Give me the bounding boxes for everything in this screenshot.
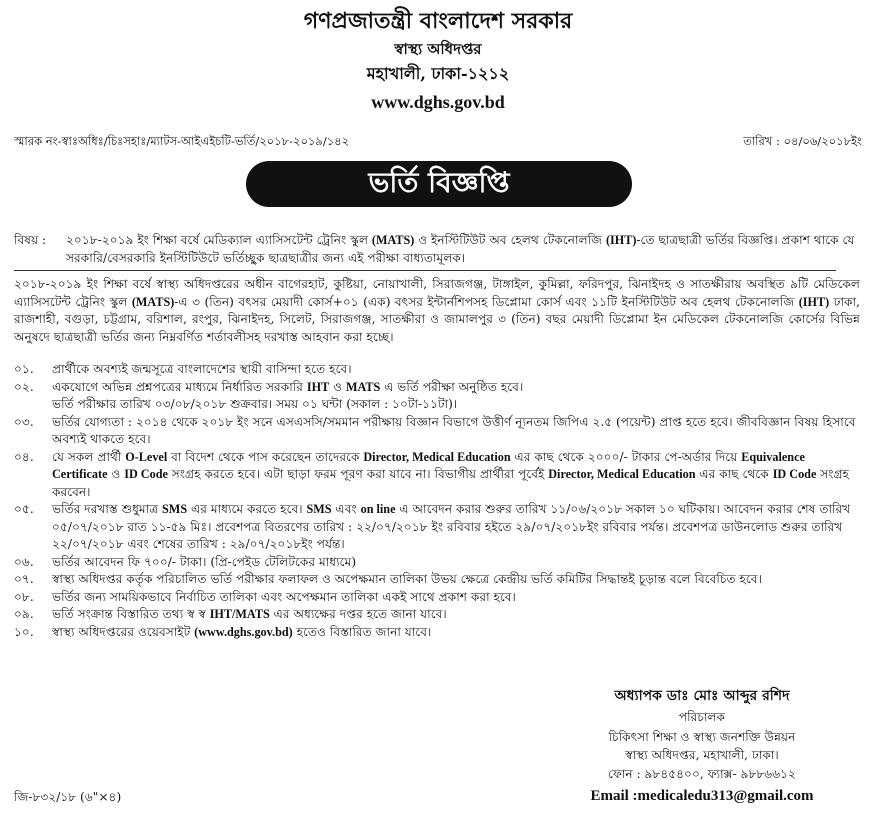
item-number: ১০. — [14, 624, 34, 639]
intro-text: ২০১৮-২০১৯ ইং শিক্ষা বর্ষে স্বাস্থ্য অধিদপ্তরের অধীন বাগেরহাট, কুষ্টিয়া, নোয়াখালী, সিরাজগঞ্জ, টাঙ্গাইল, কুমিল্লা, ফরিদপুর, ঝিনাইদহ ও সাতক্ষীরায় অবস্থিত ৯টি মেডিকেল এ্যাসিসটেন্ট ট্রেনিং স্কুল — [14, 277, 860, 309]
intro-text: -এ ৩ (তিন) বৎসর মেয়াদী কোর্স+০১ (এক) বৎসর ইন্টার্নশিপসহ ডিপ্লোমা কোর্স এবং ১১টি ইনস্টিটিউট অব হেলথ টেকনোলজি — [174, 294, 799, 309]
item-text: প্রার্থীকে অবশ্যই জন্মসূত্রে বাংলাদেশের স্থায়ী বাসিন্দা হতে হবে। — [52, 362, 352, 376]
subject-text-part: ২০১৮-২০১৯ ইং শিক্ষা বর্ষে মেডিক্যাল এ্যাসিসটেন্ট ট্রেনিং স্কুল — [66, 233, 372, 247]
item-text: ভর্তির জন্য সাময়িকভাবে নির্বাচিত তালিকা এবং অপেক্ষমান তালিকা একই সাথে প্রকাশ করা হবে। — [52, 589, 516, 604]
item-number: ০৯. — [14, 607, 34, 621]
government-name: গণপ্রজাতন্ত্রী বাংলাদেশ সরকার — [303, 8, 573, 34]
item-number: ০২. — [14, 379, 34, 394]
item-text: ভর্তির যোগ্যতা : ২০১৪ থেকে ২০১৮ ইং সনে এসএসসি/সমমান পরীক্ষায় বিজ্ঞান বিভাগে উত্তীর্ণ ন্যূনতম জিপিএ ২.৫ (পয়েন্ট) প্রাপ্ত হতে হবে। জীববিজ্ঞান বিষয় হিসাবে অবশ্যই থাকতে হবে। — [52, 414, 856, 446]
signatory-office: চিকিৎসা শিক্ষা ও স্বাস্থ্য জনশক্তি উন্নয়ন — [608, 730, 796, 744]
item-text: ভর্তি সংক্রান্ত বিস্তারিত তথ্য স্ব স্ব IHT/MATS এর অধ্যক্ষের দপ্তর হতে জানা যাবে। — [52, 607, 447, 621]
item-text: ভর্তির দরখাস্ত শুধুমাত্র SMS এর মাধ্যমে করতে হবে। SMS এবং on line এ আবেদন করার শুরুর তারিখ ১১/০৬/২০১৮ সকাল ১০ ঘটিকায়। আবেদন করার শেষ তারিখ ০৫/০৭/২০১৮ রাত ১১-৫৯ মিঃ। প্রবেশপত্র বিতরণের তারিখ : ২২/০৭/২০১৮ ইং রবিবার হইতে ২৯/০৭/২০১৮ইং রবিবার পর্যন্ত। প্রবেশপত্র ডাউনলোড শুরুর তারিখ ২২/০৭/২০১৮ এবং শেষের তারিখ : ২৯/০৭/২০১৮ইং পর্যন্ত। — [52, 502, 851, 551]
intro-iht: (IHT) — [798, 294, 830, 309]
intro-mats: (MATS) — [131, 294, 175, 309]
item-number: ০৭. — [14, 572, 34, 586]
list-item — [14, 449, 860, 502]
divider — [14, 270, 836, 271]
intro-text: ঢাকা, রাজশাহী, বগুড়া, চট্টগ্রাম, বরিশাল, রংপুর, ঝিনাইদহ, সিলেট, সিরাজগঞ্জ, সাতক্ষীরা ও জামালপুর ৩ (তিন) বছর মেয়াদী ডিপ্লোমা ইন মেডিকেল টেকনোলজি কোর্সের বিভিন্ন অনুষদে ছাত্রছাত্রী ভর্তির জন্য নিম্নবর্ণিত শর্তাবলীসহ দরখাস্ত আহবান করা হচ্ছে। — [14, 294, 860, 344]
subject-block — [14, 232, 860, 267]
subject-label: বিষয় : — [14, 233, 47, 247]
signatory-phone: ফোন : ৯৮৪৫৪০০, ফ্যাক্স- ৯৮৮৬৬১২ — [608, 767, 796, 781]
admission-notice-banner — [246, 161, 632, 207]
banner-title: ভর্তি বিজ্ঞপ্তি — [368, 165, 510, 199]
list-item — [14, 589, 860, 607]
signatory-address: স্বাস্থ্য অধিদপ্তর, মহাখালী, ঢাকা। — [625, 748, 779, 762]
item-number: ০৬. — [14, 554, 34, 569]
list-item — [14, 624, 860, 642]
subject-iht: (IHT) — [605, 233, 637, 247]
item-text: স্বাস্থ্য অধিদপ্তরের ওয়েবসাইট (www.dghs.gov.bd) হতেও বিস্তারিত জানা যাবে। — [52, 624, 432, 639]
ad-code: জি-৮৩২/১৮ (৬"×৪) — [14, 790, 122, 804]
list-item — [14, 606, 860, 624]
list-item — [14, 379, 860, 414]
item-number: ০৫. — [14, 502, 34, 516]
item-number: ০৩. — [14, 414, 34, 429]
signatory-email[interactable]: Email :medicaledu313@gmail.com — [590, 788, 814, 804]
item-number: ০১. — [14, 362, 34, 376]
subject-text-part: -তে ছাত্রছাত্রী ভর্তির বিজ্ঞপ্তি। প্রকাশ থাকে যে সরকারি/বেসরকারি ইনস্টিটিউটে ভর্তিচ্ছুক ছাত্রছাত্রীর জন্য এই পরীক্ষা বাধ্যতামূলক। — [66, 233, 855, 265]
item-number: ০৮. — [14, 589, 34, 604]
signatory-name: অধ্যাপক ডাঃ মোঃ আব্দুর রশিদ — [614, 688, 790, 704]
list-item — [14, 361, 860, 379]
list-item — [14, 501, 860, 554]
list-item — [14, 554, 860, 572]
memo-date: তারিখ : ০৪/০৬/২০১৮ইং — [743, 134, 862, 148]
item-text: স্বাস্থ্য অধিদপ্তর কর্তৃক পরিচালিত ভর্তি পরীক্ষার ফলাফল ও অপেক্ষমান তালিকা উভয় ক্ষেত্রে কেন্দ্রীয় ভর্তি কমিটির সিদ্ধান্তই চূড়ান্ত বলে বিবেচিত হবে। — [52, 572, 762, 586]
memo-reference: স্মারক নং-স্বাঃঅধিঃ/চিঃসহাঃ/ম্যাটস-আইএইচটি-ভর্তি/২০১৮-২০১৯/১৪২ — [14, 134, 350, 148]
item-number: ০৪. — [14, 449, 34, 464]
item-text: একযোগে অভিন্ন প্রশ্নপত্রের মাধ্যমে নির্ধারিত সরকারি IHT ও MATS এ ভর্তি পরীক্ষা অনুষ্ঠিত হবে। ভর্তি পরীক্ষার তারিখ ০৩/০৮/২০১৮ শুক্রবার। সময় ০১ ঘন্টা (সকাল : ১০টা-১১টা)। — [52, 379, 524, 411]
intro-paragraph — [14, 276, 860, 346]
subject-text — [66, 232, 858, 267]
item-text: যে সকল প্রার্থী O-Level বা বিদেশ থেকে পাস করেছেন তাদেরকে Director, Medical Education এর কাছ থেকে ২০০০/- টাকার পে-অর্ডার দিয়ে Equivalence Certificate ও ID Code সংগ্রহ করতে হবে। এটা ছাড়া ফরম পূরণ করা যাবে না। বিভাগীয় প্রার্থীরা পূর্বেই Director, Medical Education এর কাছ থেকে ID Code সংগ্রহ করবেন। — [52, 449, 850, 499]
office-address: মহাখালী, ঢাকা-১২১২ — [366, 64, 510, 83]
item-text: ভর্তির আবেদন ফি ৭০০/- টাকা। (প্রি-পেইড টেলিটকের মাধ্যমে) — [52, 554, 357, 569]
subject-mats: (MATS) — [371, 233, 415, 247]
website-link[interactable]: www.dghs.gov.bd — [371, 92, 505, 112]
conditions-list — [14, 361, 860, 641]
list-item — [14, 414, 860, 449]
signatory-title: পরিচালক — [678, 710, 726, 724]
list-item — [14, 571, 860, 589]
subject-text-part: ও ইনস্টিটিউট অব হেলথ টেকনোলজি — [414, 233, 606, 247]
department-name: স্বাস্থ্য অধিদপ্তর — [394, 40, 482, 58]
